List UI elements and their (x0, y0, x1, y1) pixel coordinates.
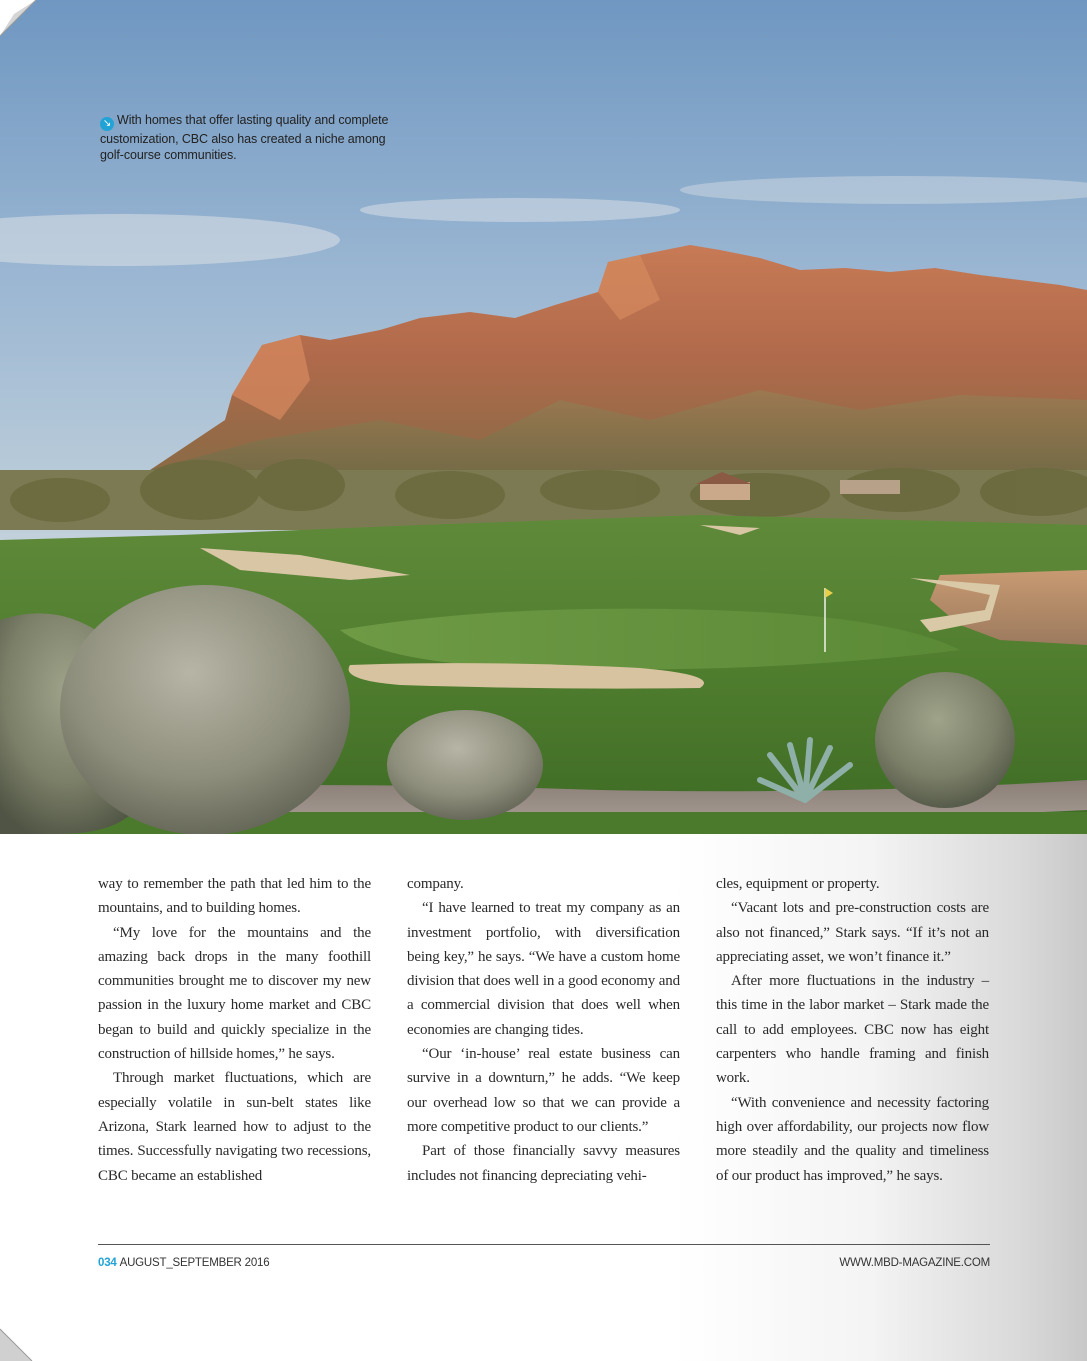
paragraph: After more fluctuations in the industry – this time in the labor market – Stark made the call to add employees. CBC now has eight carpenters who handle framing and finish work. (716, 973, 989, 1087)
paragraph: Through market fluctuations, which are especially volatile in sun-belt states like Arizona, Stark learned how to adjust to the times. Successfully navigating two recessions, CBC became an established (98, 1070, 371, 1184)
article-column-3 (716, 872, 989, 1188)
footer-issue (98, 1257, 269, 1269)
paragraph: company. (407, 876, 464, 892)
paragraph: “With convenience and necessity factoring high over affordability, our projects now flow more steadily and the quality and timeliness of our product has improved,” he says. (716, 1094, 989, 1184)
footer-website: WWW.MBD-MAGAZINE.COM (839, 1257, 990, 1269)
paragraph: “I have learned to treat my company as an investment portfolio, with diversification being key,” he says. “We have a custom home division that does well in a good economy and a commercial division that does well when economies are changing tides. (407, 900, 680, 1038)
issue-date: AUGUST_SEPTEMBER 2016 (119, 1257, 270, 1269)
paragraph: “My love for the mountains and the amazing back drops in the many foothill communities brought me to discover my new passion in the luxury home market and CBC began to build and quickly specialize in the construction of hillside homes,” he says. (98, 924, 371, 1063)
article-column-1 (98, 872, 371, 1188)
paragraph: way to remember the path that led him to the mountains, and to building homes. (98, 876, 371, 917)
paragraph: “Our ‘in-house’ real estate business can survive in a downturn,” he adds. “We keep our overhead low so that we can provide a more competitive product to our clients.” (407, 1046, 680, 1135)
footer-divider (98, 1244, 990, 1245)
paragraph: cles, equipment or property. (716, 876, 880, 892)
article-column-2 (407, 872, 680, 1188)
arrow-down-right-icon: ↘ (100, 117, 114, 131)
paragraph: Part of those financially savvy measures includes not financing depreciating vehi- (407, 1143, 680, 1184)
photo-caption (100, 112, 400, 163)
page-curl-top-left-icon[interactable] (0, 0, 40, 40)
photo-caption-text: With homes that offer lasting quality and complete customization, CBC also has created a niche among golf-course communities. (100, 113, 389, 162)
page-curl-bottom-left-icon[interactable] (0, 1325, 36, 1361)
paragraph: “Vacant lots and pre-construction costs are also not financed,” Stark says. “If it’s not an appreciating asset, we won’t finance it.” (716, 900, 989, 965)
page-number: 034 (98, 1257, 117, 1269)
